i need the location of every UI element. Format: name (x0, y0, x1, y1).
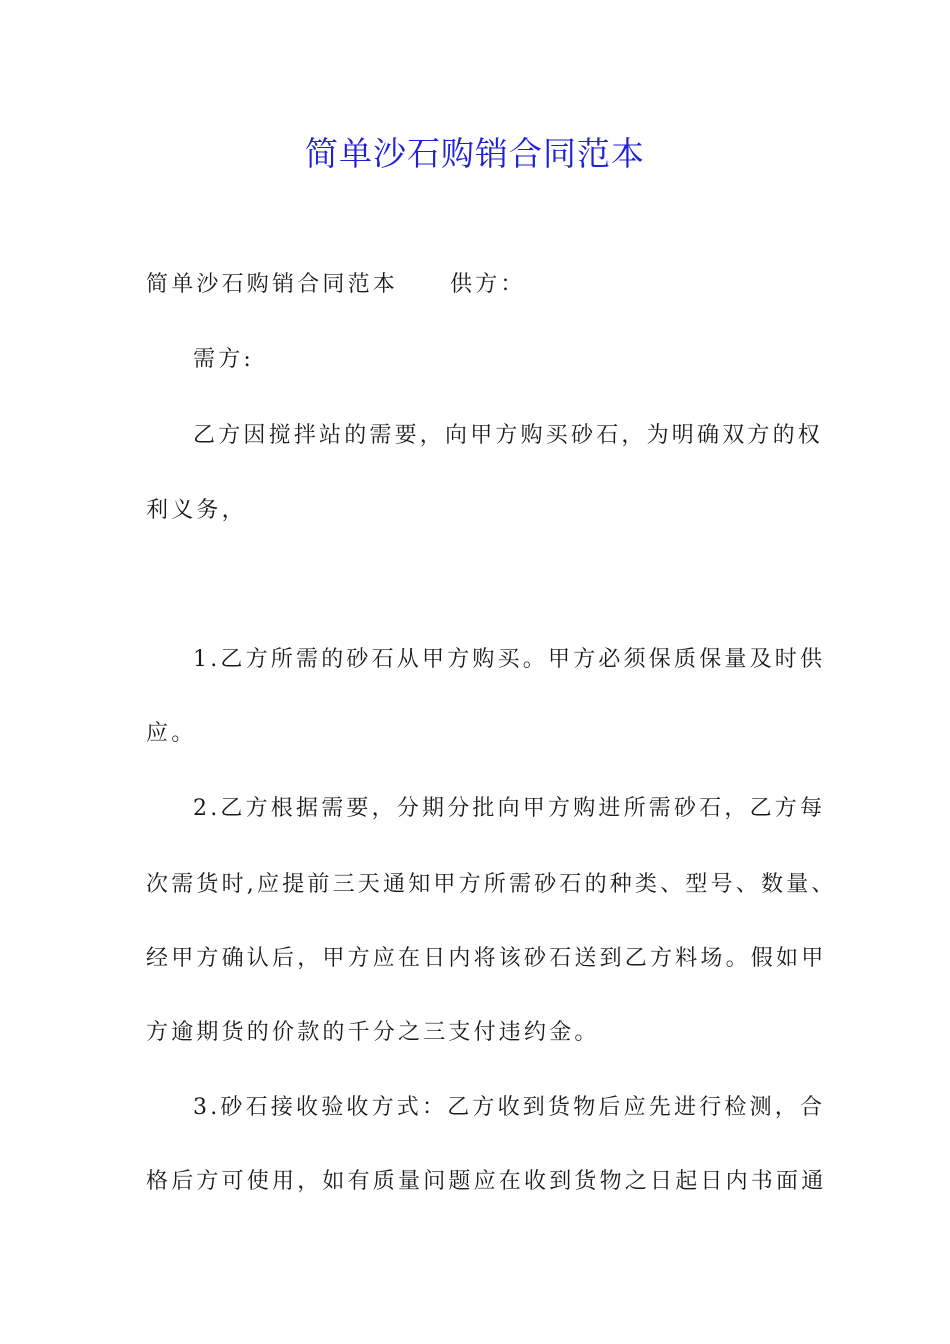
intro-line-1: 乙方因搅拌站的需要，向甲方购买砂石，为明确双方的权 (193, 423, 824, 448)
clause2-line-3: 经甲方确认后，甲方应在日内将该砂石送到乙方料场。假如甲 (146, 946, 827, 971)
clause1-line-2: 应。 (146, 721, 197, 746)
clause2-line-4: 方逾期货的价款的千分之三支付违约金。 (146, 1020, 600, 1045)
clause1-line-1: 1.乙方所需的砂石从甲方购买。甲方必须保质保量及时供 (193, 647, 826, 672)
clause3-line-1: 3.砂石接收验收方式：乙方收到货物后应先进行检测，合 (193, 1095, 826, 1120)
header-line (146, 270, 806, 300)
buyer-label: 需方: (193, 347, 255, 372)
supplier-label: 供方： (450, 272, 526, 297)
document-title: 简单沙石购销合同范本 (305, 134, 645, 173)
clause3-line-2: 格后方可使用，如有质量问题应在收到货物之日起日内书面通 (146, 1169, 827, 1194)
clause2-line-1: 2.乙方根据需要，分期分批向甲方购进所需砂石，乙方每 (193, 796, 826, 821)
clause2-line-2: 次需货时,应提前三天通知甲方所需砂石的种类、型号、数量、 (146, 872, 837, 897)
intro-line-2: 利义务， (146, 498, 247, 523)
header-doc-name: 简单沙石购销合同范本 (146, 272, 399, 297)
